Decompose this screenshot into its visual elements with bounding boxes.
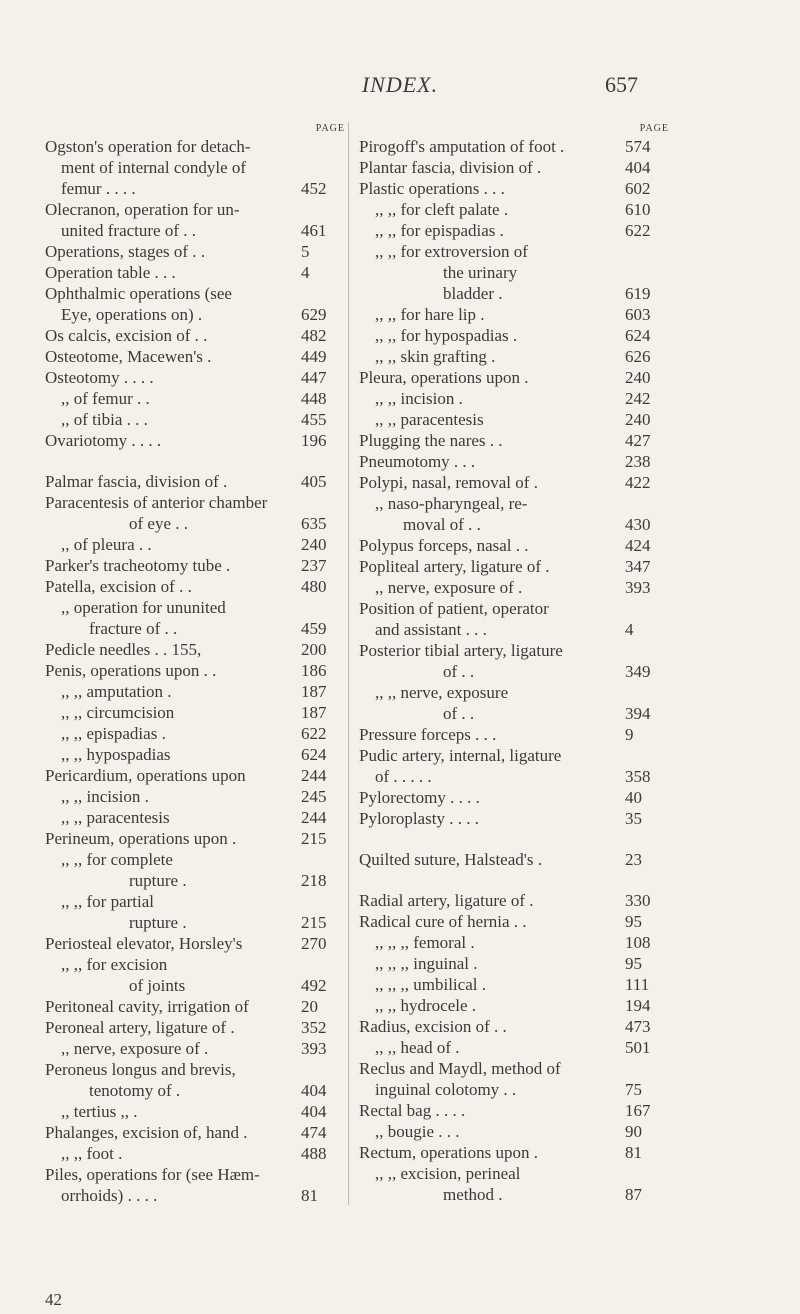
entry-page: 430	[625, 515, 651, 534]
index-entry	[359, 787, 669, 808]
entry-text: Polypus forceps, nasal . .	[359, 536, 529, 555]
entry-text: ,, ,, incision .	[61, 787, 149, 806]
index-entry	[45, 1143, 345, 1164]
index-column-right	[348, 122, 669, 1205]
index-entry	[45, 346, 345, 367]
index-entry	[359, 283, 669, 304]
entry-text: Radial artery, ligature of .	[359, 891, 534, 910]
entry-page: 622	[625, 221, 651, 240]
entry-page: 352	[301, 1018, 327, 1037]
index-entry	[45, 849, 345, 870]
index-entry	[359, 1142, 669, 1163]
index-entry	[359, 974, 669, 995]
entry-page: 603	[625, 305, 651, 324]
entry-page: 488	[301, 1144, 327, 1163]
entry-page: 200	[301, 640, 327, 659]
entry-page: 9	[625, 725, 634, 744]
entry-text: ,, ,, for hare lip .	[375, 305, 485, 324]
entry-page: 20	[301, 997, 318, 1016]
index-entry	[45, 618, 345, 639]
entry-page: 245	[301, 787, 327, 806]
index-entry	[359, 178, 669, 199]
entry-page: 238	[625, 452, 651, 471]
entry-page: 196	[301, 431, 327, 450]
entry-page: 347	[625, 557, 651, 576]
index-entry	[45, 1059, 345, 1080]
entry-text: ,, ,, amputation .	[61, 682, 172, 701]
entry-text: of . . . . .	[375, 767, 432, 786]
entry-page: 449	[301, 347, 327, 366]
index-entry	[359, 1184, 669, 1205]
index-entry	[359, 995, 669, 1016]
column-page-label: PAGE	[639, 123, 669, 134]
entry-page: 237	[301, 556, 327, 575]
entry-text: ,, of tibia . . .	[61, 410, 148, 429]
index-entry	[359, 619, 669, 640]
index-entry	[359, 325, 669, 346]
entry-text: ,, bougie . . .	[375, 1122, 460, 1141]
entry-text: Peritoneal cavity, irrigation of	[45, 997, 249, 1016]
entry-page: 358	[625, 767, 651, 786]
entry-text: Osteotomy . . . .	[45, 368, 154, 387]
entry-text: ,, ,, foot .	[61, 1144, 123, 1163]
entry-page: 404	[301, 1102, 327, 1121]
entry-text: Plugging the nares . .	[359, 431, 503, 450]
index-entry	[45, 1164, 345, 1185]
index-entry	[45, 912, 345, 933]
entry-text: Perineum, operations upon .	[45, 829, 237, 848]
index-entry	[45, 765, 345, 786]
index-entry	[45, 576, 345, 597]
entry-page: 75	[625, 1080, 642, 1099]
index-entry	[359, 724, 669, 745]
entry-text: Patella, excision of . .	[45, 577, 192, 596]
entry-page: 187	[301, 703, 327, 722]
index-entry	[359, 1079, 669, 1100]
entry-text: and assistant . . .	[375, 620, 487, 639]
entry-page: 244	[301, 766, 327, 785]
entry-text: Pleura, operations upon .	[359, 368, 529, 387]
entry-page: 111	[625, 975, 650, 994]
entry-page: 619	[625, 284, 651, 303]
index-entry	[45, 660, 345, 681]
entry-text: bladder .	[443, 284, 503, 303]
entry-text: Os calcis, excision of . .	[45, 326, 208, 345]
index-entry	[45, 597, 345, 618]
entry-text: Peroneus longus and brevis,	[45, 1060, 236, 1079]
entry-page: 215	[301, 913, 327, 932]
entry-text: Radical cure of hernia . .	[359, 912, 527, 931]
entry-page: 244	[301, 808, 327, 827]
index-entry	[45, 870, 345, 891]
index-entry	[45, 555, 345, 576]
index-entry	[45, 471, 345, 492]
entry-text: Polypi, nasal, removal of .	[359, 473, 538, 492]
entry-text: Periosteal elevator, Horsley's	[45, 934, 243, 953]
index-entry	[359, 514, 669, 535]
index-entry	[45, 1017, 345, 1038]
index-entry	[45, 891, 345, 912]
section-gap	[45, 451, 345, 471]
entry-text: Pirogoff's amputation of foot .	[359, 137, 565, 156]
entry-text: Palmar fascia, division of .	[45, 472, 228, 491]
index-entry	[359, 1121, 669, 1142]
entry-text: orrhoids) . . . .	[61, 1186, 158, 1205]
entry-text: ,, ,, for excision	[61, 955, 168, 974]
index-entry	[45, 325, 345, 346]
index-entry	[359, 199, 669, 220]
index-entry	[359, 598, 669, 619]
index-entry	[45, 786, 345, 807]
entry-page: 240	[625, 410, 651, 429]
index-entry	[45, 136, 345, 157]
entry-page: 448	[301, 389, 327, 408]
index-entry	[45, 304, 345, 325]
entry-page: 95	[625, 912, 642, 931]
entry-text: ,, tertius ,, .	[61, 1102, 138, 1121]
page-number: 657	[605, 72, 638, 97]
signature-mark: 42	[45, 1290, 62, 1309]
index-entry	[45, 283, 345, 304]
entry-page: 81	[301, 1186, 318, 1205]
entry-text: ,, ,, for complete	[61, 850, 173, 869]
entry-text: ,, naso-pharyngeal, re-	[375, 494, 528, 513]
index-entry	[45, 975, 345, 996]
entry-page: 90	[625, 1122, 642, 1141]
index-entry	[45, 723, 345, 744]
entry-text: Paracentesis of anterior chamber	[45, 493, 268, 512]
entry-text: Pedicle needles . . 155,	[45, 640, 202, 659]
column-page-label: PAGE	[315, 123, 345, 134]
index-entry	[359, 409, 669, 430]
index-entry	[45, 807, 345, 828]
entry-page: 218	[301, 871, 327, 890]
page-header	[0, 72, 800, 112]
index-entry	[45, 262, 345, 283]
index-entry	[359, 640, 669, 661]
entry-text: Plastic operations . . .	[359, 179, 505, 198]
entry-page: 270	[301, 934, 327, 953]
entry-text: of . .	[443, 662, 475, 681]
entry-text: Parker's tracheotomy tube .	[45, 556, 231, 575]
entry-page: 186	[301, 661, 327, 680]
entry-page: 404	[301, 1081, 327, 1100]
index-entry	[359, 472, 669, 493]
entry-page: 422	[625, 473, 651, 492]
index-entry	[45, 367, 345, 388]
index-entry	[45, 178, 345, 199]
entry-text: Phalanges, excision of, hand .	[45, 1123, 248, 1142]
index-entry	[359, 136, 669, 157]
entry-page: 455	[301, 410, 327, 429]
entry-page: 167	[625, 1101, 651, 1120]
index-entry	[359, 1058, 669, 1079]
entry-text: Pneumotomy . . .	[359, 452, 476, 471]
entry-text: tenotomy of .	[89, 1081, 181, 1100]
index-entry	[45, 1101, 345, 1122]
index-entry	[359, 766, 669, 787]
entry-text: ,, ,, for hypospadias .	[375, 326, 518, 345]
entry-text: Pylorectomy . . . .	[359, 788, 480, 807]
entry-page: 501	[625, 1038, 651, 1057]
entry-page: 187	[301, 682, 327, 701]
entry-page: 602	[625, 179, 651, 198]
entry-text: Radius, excision of . .	[359, 1017, 507, 1036]
entry-page: 40	[625, 788, 642, 807]
entry-text: ,, ,, incision .	[375, 389, 463, 408]
entry-text: Pyloroplasty . . . .	[359, 809, 479, 828]
entry-text: ,, ,, nerve, exposure	[375, 683, 509, 702]
entry-text: rupture .	[129, 871, 187, 890]
index-entry	[359, 451, 669, 472]
entry-text: ,, ,, hydrocele .	[375, 996, 477, 1015]
entry-page: 480	[301, 577, 327, 596]
entry-text: ,, ,, for cleft palate .	[375, 200, 509, 219]
index-entry	[45, 430, 345, 451]
entry-page: 23	[625, 850, 642, 869]
index-entry	[45, 1122, 345, 1143]
entry-page: 624	[625, 326, 651, 345]
entry-text: of eye . .	[129, 514, 189, 533]
entry-text: moval of . .	[403, 515, 481, 534]
entry-text: ,, ,, paracentesis	[61, 808, 170, 827]
entry-text: Rectum, operations upon .	[359, 1143, 538, 1162]
entry-page: 240	[625, 368, 651, 387]
entry-text: method .	[443, 1185, 503, 1204]
entry-page: 4	[625, 620, 634, 639]
section-gap	[359, 829, 669, 849]
entry-text: Ovariotomy . . . .	[45, 431, 162, 450]
index-entry	[45, 388, 345, 409]
index-entry	[359, 849, 669, 870]
entry-text: ,, of pleura . .	[61, 535, 152, 554]
entry-text: ,, ,, ,, inguinal .	[375, 954, 478, 973]
index-entry	[45, 534, 345, 555]
entry-page: 240	[301, 535, 327, 554]
index-entry	[45, 639, 345, 660]
entry-page: 492	[301, 976, 327, 995]
index-entry	[359, 220, 669, 241]
index-entry	[45, 1080, 345, 1101]
index-entry	[45, 513, 345, 534]
entry-page: 424	[625, 536, 651, 555]
entry-text: Peroneal artery, ligature of .	[45, 1018, 235, 1037]
entry-text: Ophthalmic operations (see	[45, 284, 232, 303]
entry-text: ,, ,, excision, perineal	[375, 1164, 521, 1183]
index-entry	[359, 1037, 669, 1058]
entry-text: Pudic artery, internal, ligature	[359, 746, 562, 765]
entry-page: 473	[625, 1017, 651, 1036]
entry-text: the urinary	[443, 263, 518, 282]
index-entry	[45, 933, 345, 954]
index-entry	[359, 661, 669, 682]
index-entry	[45, 492, 345, 513]
index-entry	[45, 744, 345, 765]
entry-text: Pressure forceps . . .	[359, 725, 497, 744]
entry-page: 108	[625, 933, 651, 952]
entry-page: 447	[301, 368, 327, 387]
entry-page: 474	[301, 1123, 327, 1142]
entry-page: 81	[625, 1143, 642, 1162]
index-entry	[359, 535, 669, 556]
entry-text: inguinal colotomy . .	[375, 1080, 517, 1099]
entry-text: Plantar fascia, division of .	[359, 158, 542, 177]
entry-text: Posterior tibial artery, ligature	[359, 641, 563, 660]
index-entry	[359, 241, 669, 262]
entry-page: 194	[625, 996, 651, 1015]
entry-page: 393	[625, 578, 651, 597]
index-entry	[359, 911, 669, 932]
entry-page: 4	[301, 263, 310, 282]
entry-text: of joints	[129, 976, 186, 995]
entry-page: 482	[301, 326, 327, 345]
entry-page: 622	[301, 724, 327, 743]
entry-text: ment of internal condyle of	[61, 158, 247, 177]
entry-page: 330	[625, 891, 651, 910]
index-entry	[359, 493, 669, 514]
entry-page: 215	[301, 829, 327, 848]
entry-text: united fracture of . .	[61, 221, 196, 240]
index-entry	[359, 388, 669, 409]
index-entry	[359, 890, 669, 911]
index-entry	[359, 430, 669, 451]
entry-text: Rectal bag . . . .	[359, 1101, 466, 1120]
entry-text: ,, ,, for epispadias .	[375, 221, 504, 240]
entry-page: 87	[625, 1185, 642, 1204]
entry-text: Position of patient, operator	[359, 599, 549, 618]
index-entry	[359, 577, 669, 598]
section-gap	[359, 870, 669, 890]
entry-page: 393	[301, 1039, 327, 1058]
entry-text: Ogston's operation for detach-	[45, 137, 251, 156]
index-entry	[359, 367, 669, 388]
entry-page: 610	[625, 200, 651, 219]
index-entry	[359, 346, 669, 367]
entry-page: 635	[301, 514, 327, 533]
entry-text: Osteotome, Macewen's .	[45, 347, 212, 366]
entry-text: Reclus and Maydl, method of	[359, 1059, 561, 1078]
entry-text: ,, operation for ununited	[61, 598, 226, 617]
index-entry	[359, 953, 669, 974]
entry-text: fracture of . .	[89, 619, 178, 638]
entry-page: 349	[625, 662, 651, 681]
entry-text: ,, nerve, exposure of .	[61, 1039, 209, 1058]
index-entry	[359, 1100, 669, 1121]
entry-text: ,, ,, ,, umbilical .	[375, 975, 486, 994]
index-entry	[45, 828, 345, 849]
index-entry	[45, 220, 345, 241]
entry-page: 624	[301, 745, 327, 764]
entry-text: Quilted suture, Halstead's .	[359, 850, 542, 869]
entry-text: of . .	[443, 704, 475, 723]
index-entry	[359, 745, 669, 766]
index-entry	[359, 304, 669, 325]
index-entry	[45, 702, 345, 723]
index-entry	[45, 199, 345, 220]
index-entry	[45, 241, 345, 262]
index-entry	[45, 954, 345, 975]
entry-text: Eye, operations on) .	[61, 305, 203, 324]
index-column-left	[45, 122, 345, 1206]
entry-page: 405	[301, 472, 327, 491]
index-entry	[45, 996, 345, 1017]
index-entry	[359, 932, 669, 953]
entry-text: Operation table . . .	[45, 263, 176, 282]
entry-page: 626	[625, 347, 651, 366]
entry-text: ,, ,, skin grafting .	[375, 347, 496, 366]
entry-page: 404	[625, 158, 651, 177]
entry-text: ,, ,, paracentesis	[375, 410, 484, 429]
entry-page: 452	[301, 179, 327, 198]
entry-page: 95	[625, 954, 642, 973]
entry-page: 427	[625, 431, 651, 450]
entry-text: ,, ,, epispadias .	[61, 724, 166, 743]
entry-text: ,, nerve, exposure of .	[375, 578, 523, 597]
entry-page: 574	[625, 137, 651, 156]
entry-page: 459	[301, 619, 327, 638]
index-entry	[45, 1038, 345, 1059]
entry-text: ,, ,, ,, femoral .	[375, 933, 475, 952]
index-entry	[45, 1185, 345, 1206]
index-entry	[359, 157, 669, 178]
entry-text: Penis, operations upon . .	[45, 661, 217, 680]
entry-text: Pericardium, operations upon	[45, 766, 246, 785]
entry-text: ,, ,, for partial	[61, 892, 154, 911]
entry-page: 394	[625, 704, 651, 723]
entry-text: ,, ,, for extroversion of	[375, 242, 528, 261]
index-entry	[359, 262, 669, 283]
entry-page: 242	[625, 389, 651, 408]
index-entry	[359, 808, 669, 829]
index-entry	[359, 1016, 669, 1037]
index-entry	[359, 682, 669, 703]
index-entry	[359, 556, 669, 577]
entry-text: ,, ,, circumcision	[61, 703, 175, 722]
entry-text: femur . . . .	[61, 179, 136, 198]
entry-text: Popliteal artery, ligature of .	[359, 557, 550, 576]
entry-page: 629	[301, 305, 327, 324]
index-entry	[45, 681, 345, 702]
index-entry	[359, 1163, 669, 1184]
entry-text: ,, of femur . .	[61, 389, 150, 408]
entry-page: 35	[625, 809, 642, 828]
entry-page: 461	[301, 221, 327, 240]
entry-page: 5	[301, 242, 310, 261]
entry-text: Piles, operations for (see Hæm-	[45, 1165, 260, 1184]
entry-text: ,, ,, head of .	[375, 1038, 460, 1057]
index-entry	[45, 157, 345, 178]
entry-text: Olecranon, operation for un-	[45, 200, 240, 219]
index-entry	[45, 409, 345, 430]
entry-text: Operations, stages of . .	[45, 242, 206, 261]
entry-text: ,, ,, hypospadias	[61, 745, 171, 764]
index-entry	[359, 703, 669, 724]
running-title: INDEX.	[361, 72, 439, 97]
entry-text: rupture .	[129, 913, 187, 932]
